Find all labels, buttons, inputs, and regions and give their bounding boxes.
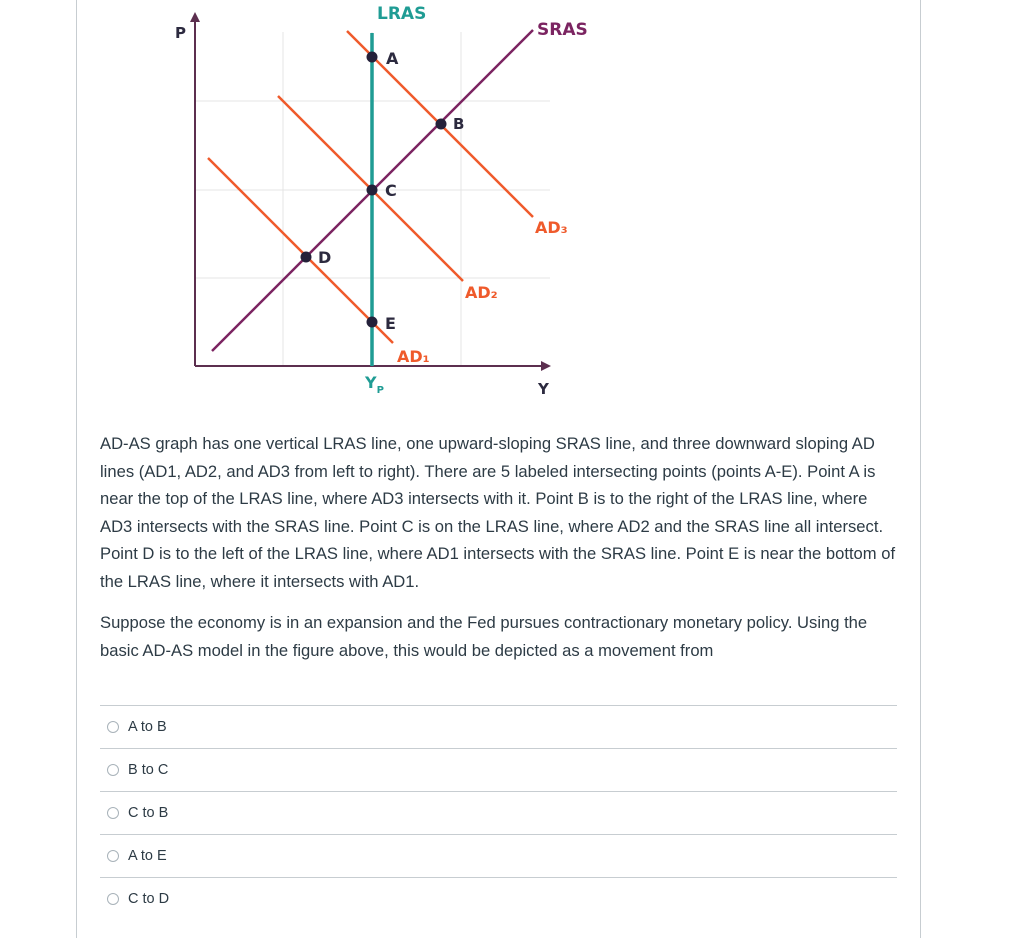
point-b-label: B (453, 115, 465, 133)
answer-list (100, 705, 897, 920)
point-e-label: E (385, 314, 396, 333)
ad1-label: AD₁ (397, 347, 430, 366)
question-text: Suppose the economy is in an expansion and the Fed pursues contractionary monetary policy. Using the basic AD-AS model in the figure above, this would be depicted as a movement from (100, 613, 868, 660)
answer-option-c-to-b[interactable] (100, 791, 897, 834)
point-d-label: D (318, 248, 332, 267)
ad-as-graph (0, 0, 1024, 410)
answer-option-a-to-e[interactable] (100, 834, 897, 877)
sras-label: SRAS (537, 20, 588, 40)
radio-button[interactable] (107, 850, 119, 862)
radio-button[interactable] (107, 807, 119, 819)
point-d-marker (301, 252, 312, 263)
answer-option-c-to-d[interactable] (100, 877, 897, 920)
point-a-marker (367, 52, 378, 63)
answer-label: B to C (128, 762, 169, 778)
point-e-marker (367, 317, 378, 328)
answer-label: A to E (128, 848, 167, 864)
point-c-label: C (385, 181, 397, 200)
answer-option-b-to-c[interactable] (100, 748, 897, 791)
yp-label (364, 373, 384, 396)
graph-description: AD-AS graph has one vertical LRAS line, one upward-sloping SRAS line, and three downward sloping AD lines (AD1, AD2, and AD3 from left to right). There are 5 labeled intersecting points (points A-E). Point A is near the top of the LRAS line, where AD3 intersects with it. Point B is to the right of the LRAS line, where AD3 intersects with the SRAS line. Point C is on the LRAS line, where AD2 and the SRAS line all intersect. Point D is to the left of the LRAS line, where AD1 intersects with the SRAS line. Point E is near the bottom of the LRAS line, where it intersects with AD1. (100, 434, 896, 591)
yp-label-main: Y (365, 373, 377, 392)
answer-option-a-to-b[interactable] (100, 705, 897, 748)
ad2-label: AD₂ (465, 283, 498, 302)
ad3-label: AD₃ (535, 218, 568, 237)
yp-label-subscript: P (376, 385, 384, 396)
answer-label: C to D (128, 891, 170, 907)
point-c-marker (367, 185, 378, 196)
y-axis-label: P (175, 24, 186, 42)
ad1-line (208, 158, 393, 343)
radio-button[interactable] (107, 721, 119, 733)
radio-button[interactable] (107, 893, 119, 905)
answer-label: A to B (128, 719, 167, 735)
lras-label: LRAS (377, 4, 427, 24)
answer-label: C to B (128, 805, 169, 821)
radio-button[interactable] (107, 764, 119, 776)
x-axis-label: Y (538, 380, 549, 398)
point-b-marker (436, 119, 447, 130)
point-a-label: A (386, 49, 399, 68)
